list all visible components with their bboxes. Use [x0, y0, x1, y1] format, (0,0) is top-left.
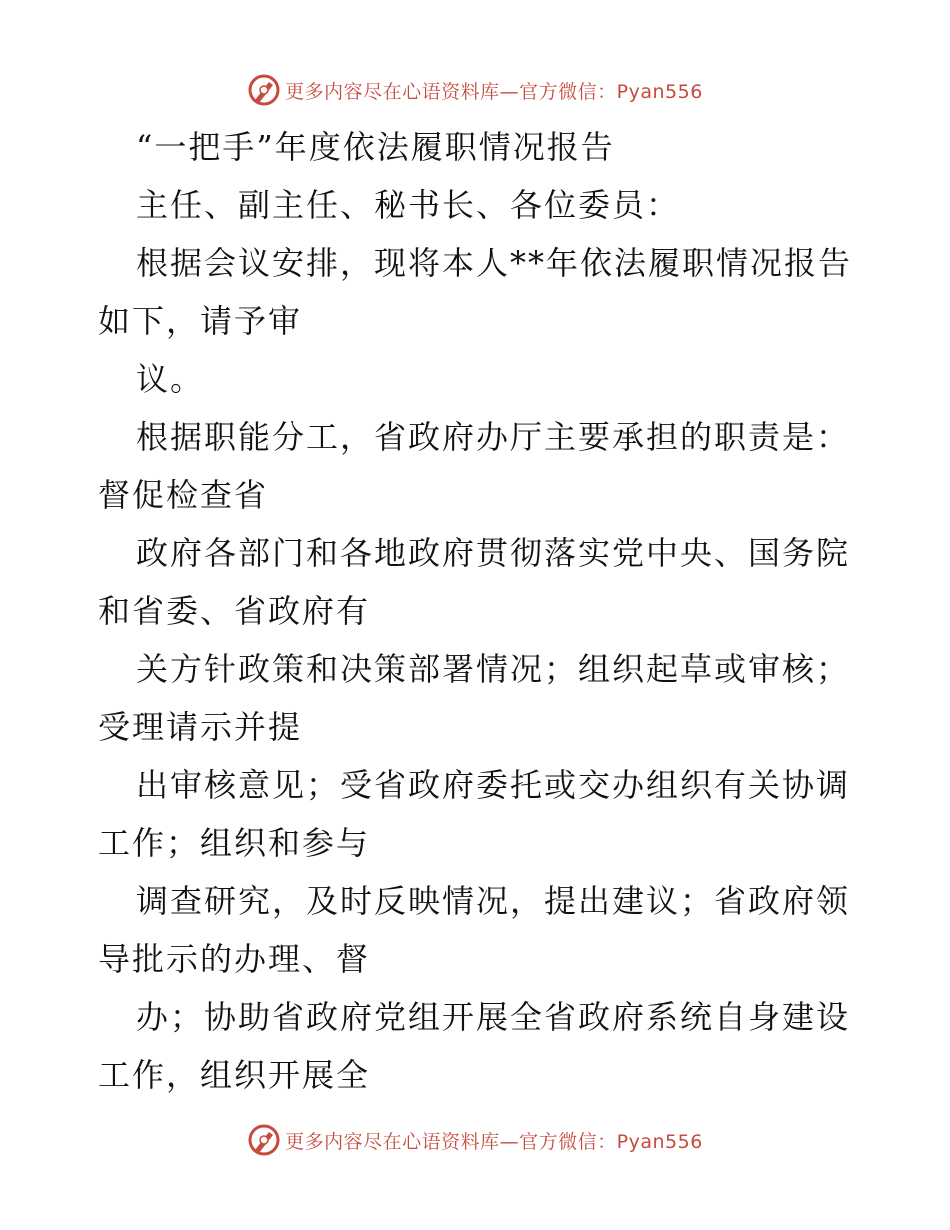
- paragraph-line: 导批示的办理、督: [98, 940, 371, 978]
- document-title: “一把手”年度依法履职情况报告: [136, 128, 615, 166]
- footer-watermark-banner: [0, 1120, 950, 1160]
- paragraph-line: 根据职能分工，省政府办厅主要承担的职责是：: [136, 418, 851, 456]
- pen-logo-icon: [247, 1123, 281, 1157]
- paragraph-line: 政府各部门和各地政府贯彻落实党中央、国务院: [136, 534, 851, 572]
- paragraph-line: 根据会议安排，现将本人**年依法履职情况报告: [136, 244, 853, 282]
- paragraph-line: 工作，组织开展全: [98, 1056, 371, 1094]
- pen-logo-icon: [247, 73, 281, 107]
- paragraph-line: 出审核意见；受省政府委托或交办组织有关协调: [136, 766, 851, 804]
- paragraph-line: 调查研究，及时反映情况，提出建议；省政府领: [136, 882, 851, 920]
- salutation: 主任、副主任、秘书长、各位委员：: [136, 186, 681, 224]
- paragraph-line: 如下，请予审: [98, 302, 303, 340]
- header-banner-text: 更多内容尽在心语资料库—官方微信：Pyan556: [285, 80, 703, 103]
- paragraph-line: 关方针政策和决策部署情况；组织起草或审核；: [136, 650, 851, 688]
- footer-banner-text: 更多内容尽在心语资料库—官方微信：Pyan556: [285, 1130, 703, 1153]
- paragraph-line: 办；协助省政府党组开展全省政府系统自身建设: [136, 998, 851, 1036]
- paragraph-line: 督促检查省: [98, 476, 269, 514]
- paragraph-line: 受理请示并提: [98, 708, 303, 746]
- paragraph-line: 工作；组织和参与: [98, 824, 371, 862]
- paragraph-line: 和省委、省政府有: [98, 592, 371, 630]
- paragraph-line: 议。: [136, 360, 205, 398]
- document-body: [98, 118, 858, 1104]
- header-watermark-banner: [0, 70, 950, 110]
